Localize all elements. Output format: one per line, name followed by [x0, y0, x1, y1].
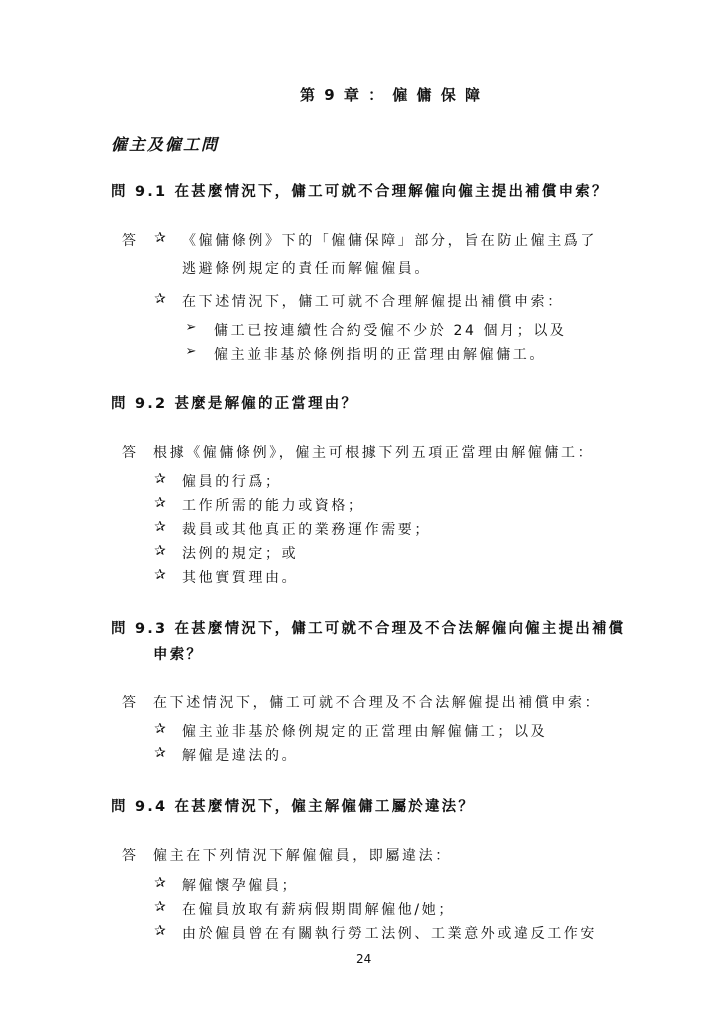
answer-label: 答	[122, 695, 138, 711]
bullet-text: 解僱懷孕僱員；	[182, 878, 299, 894]
answer-intro: 在下述情況下，傭工可就不合理及不合法解僱提出補償申索：	[153, 695, 602, 711]
answer-intro: 根據《僱傭條例》，僱主可根據下列五項正當理由解僱傭工：	[153, 445, 595, 461]
question-9-2: 問 9.2 甚麼是解僱的正當理由？	[111, 396, 359, 412]
answer-label: 答	[122, 445, 138, 461]
bullet-text: 在僱員放取有薪病假期間解僱他/她；	[182, 902, 455, 918]
answer-label: 答	[122, 848, 138, 864]
chapter-title: 第 9 章 ： 僱 傭 保 障	[300, 86, 482, 104]
question-9-3-continued: 申索？	[153, 647, 204, 663]
section-title: 僱主及僱工問	[111, 135, 220, 154]
star-outline-icon: ✰	[154, 291, 166, 307]
star-outline-icon: ✰	[154, 899, 166, 915]
question-9-1: 問 9.1 在甚麼情況下，傭工可就不合理解僱向僱主提出補償申索？	[111, 184, 609, 200]
bullet-text: 工作所需的能力或資格；	[182, 498, 365, 514]
bullet-text: 由於僱員曾在有關執行勞工法例、工業意外或違反工作安	[182, 926, 597, 942]
arrow-right-icon: ➢	[185, 344, 197, 359]
bullet-text: 僱主並非基於條例規定的正當理由解僱傭工；以及	[182, 724, 548, 740]
bullet-text: 其他實質理由。	[182, 570, 299, 586]
star-outline-icon: ✰	[154, 471, 166, 487]
page-number: 24	[356, 952, 372, 966]
star-outline-icon: ✰	[154, 543, 166, 559]
star-outline-icon: ✰	[154, 230, 166, 246]
bullet-text: 解僱是違法的。	[182, 748, 299, 764]
arrow-right-icon: ➢	[185, 320, 197, 335]
star-outline-icon: ✰	[154, 745, 166, 761]
bullet-text: 裁員或其他真正的業務運作需要；	[182, 522, 431, 538]
star-outline-icon: ✰	[154, 519, 166, 535]
star-outline-icon: ✰	[154, 721, 166, 737]
bullet-text: 《僱傭條例》下的「僱傭保障」部分，旨在防止僱主爲了	[182, 233, 597, 249]
bullet-text: 在下述情況下，傭工可就不合理解僱提出補償申索：	[182, 294, 564, 310]
bullet-text-continued: 逃避條例規定的責任而解僱僱員。	[182, 261, 431, 277]
star-outline-icon: ✰	[154, 875, 166, 891]
bullet-text: 法例的規定；或	[182, 546, 299, 562]
question-9-3: 問 9.3 在甚麼情況下，傭工可就不合理及不合法解僱向僱主提出補償	[111, 621, 626, 637]
answer-label: 答	[122, 233, 138, 249]
sub-bullet-text: 僱主並非基於條例指明的正當理由解僱傭工。	[214, 347, 546, 363]
sub-bullet-text: 傭工已按連續性合約受僱不少於 24 個月；以及	[214, 323, 567, 339]
star-outline-icon: ✰	[154, 923, 166, 939]
star-outline-icon: ✰	[154, 567, 166, 583]
star-outline-icon: ✰	[154, 495, 166, 511]
answer-intro: 僱主在下列情況下解僱僱員，即屬違法：	[153, 848, 452, 864]
question-9-4: 問 9.4 在甚麼情況下，僱主解僱傭工屬於違法？	[111, 799, 476, 815]
bullet-text: 僱員的行爲；	[182, 474, 282, 490]
